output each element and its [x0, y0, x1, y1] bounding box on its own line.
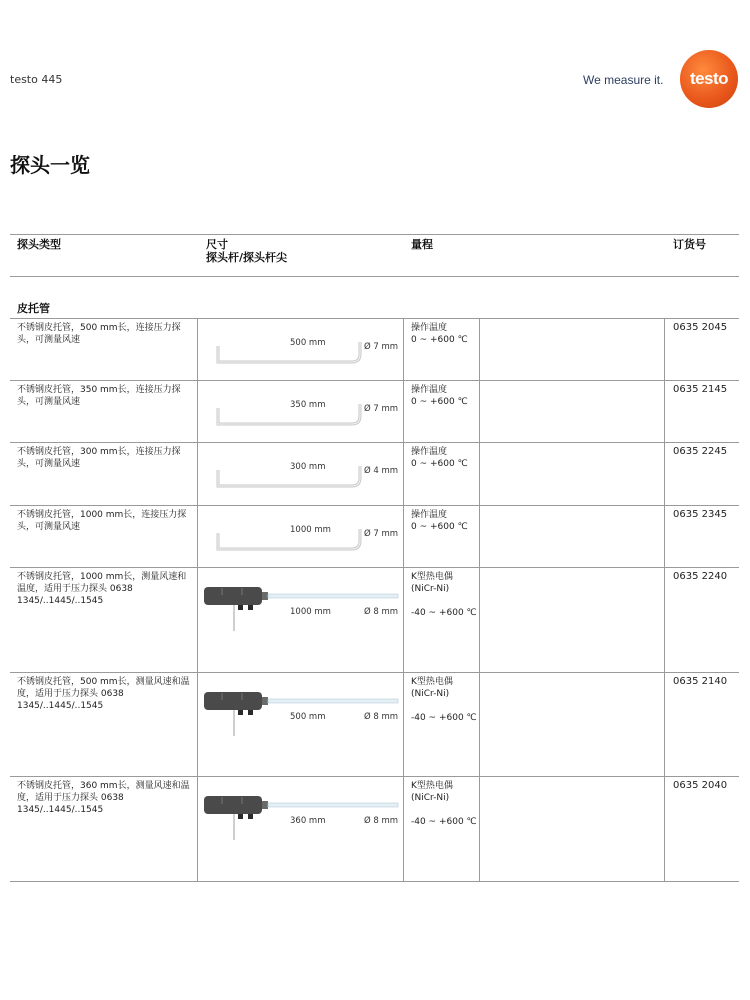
column-divider [479, 380, 480, 442]
probe-length-label: 350 mm [290, 400, 326, 410]
probe-length-label: 360 mm [290, 816, 326, 826]
range-line-3: -40 ~ +600 ℃ [411, 817, 477, 827]
order-number: 0635 2040 [673, 780, 728, 791]
column-divider [664, 505, 665, 567]
pitot-tube-drawing [202, 515, 402, 575]
column-divider [403, 505, 404, 567]
column-divider [479, 567, 480, 672]
probe-description: 不锈钢皮托管，300 mm长，连接压力探头，可测量风速 [17, 447, 181, 469]
column-divider [403, 776, 404, 881]
table-bottom-border [10, 881, 739, 882]
probe-description: 不锈钢皮托管，500 mm长，连接压力探头，可测量风速 [17, 323, 181, 345]
column-divider [664, 776, 665, 881]
table-top-border [10, 234, 739, 235]
probe-length-label: 500 mm [290, 338, 326, 348]
row-border [10, 318, 739, 319]
probe-description: 不锈钢皮托管，500 mm长，测量风速和温度，适用于压力探头 0638 1345/..1445/..1545 [17, 677, 190, 711]
column-divider [197, 505, 198, 567]
column-divider [479, 505, 480, 567]
order-number: 0635 2145 [673, 384, 728, 395]
column-divider [403, 567, 404, 672]
column-divider [479, 318, 480, 380]
column-divider [664, 672, 665, 776]
row-border [10, 380, 739, 381]
column-divider [197, 442, 198, 505]
order-number: 0635 2140 [673, 676, 728, 687]
probe-length-label: 1000 mm [290, 525, 331, 535]
header-size-line2: 探头杆/探头杆尖 [206, 251, 288, 264]
column-divider [479, 672, 480, 776]
header-order: 订货号 [673, 238, 706, 251]
column-divider [664, 442, 665, 505]
header-range: 量程 [411, 238, 433, 251]
column-divider [197, 672, 198, 776]
column-divider [403, 318, 404, 380]
row-border [10, 505, 739, 506]
row-border [10, 776, 739, 777]
column-divider [664, 318, 665, 380]
column-divider [197, 776, 198, 881]
range-line-1: 操作温度 [411, 447, 448, 457]
header-size-line1: 尺寸 [206, 238, 228, 251]
range-line-2: 0 ~ +600 ℃ [411, 522, 468, 532]
pitot-tube-drawing [202, 452, 402, 512]
probe-diameter-label: Ø 7 mm [364, 529, 399, 539]
row-border [10, 442, 739, 443]
column-divider [664, 380, 665, 442]
document-name: testo 445 [10, 73, 63, 86]
row-border [10, 567, 739, 568]
header-type: 探头类型 [17, 238, 61, 251]
column-divider [197, 380, 198, 442]
logo-text: testo [689, 69, 729, 88]
column-divider [197, 567, 198, 672]
probe-length-label: 500 mm [290, 712, 326, 722]
order-number: 0635 2240 [673, 571, 728, 582]
range-line-1: 操作温度 [411, 385, 448, 395]
brand-tagline: We measure it. [583, 73, 664, 87]
range-line-1: 操作温度 [411, 323, 448, 333]
range-line-1: K型热电偶 [411, 572, 453, 582]
column-divider [479, 442, 480, 505]
order-number: 0635 2345 [673, 509, 728, 520]
probe-length-label: 300 mm [290, 462, 326, 472]
range-line-2: (NiCr-Ni) [411, 584, 450, 594]
column-divider [664, 567, 665, 672]
pitot-tube-drawing [202, 328, 402, 388]
pitot-tube-drawing [202, 390, 402, 450]
section-title: 皮托管 [17, 302, 50, 315]
probe-diameter-label: Ø 7 mm [364, 342, 399, 352]
range-line-2: 0 ~ +600 ℃ [411, 335, 468, 345]
probe-diameter-label: Ø 8 mm [364, 816, 399, 826]
probe-description: 不锈钢皮托管，1000 mm长，测量风速和温度，适用于压力探头 0638 1345/..1445/..1545 [17, 572, 187, 606]
testo-logo [680, 50, 738, 108]
probe-diameter-label: Ø 7 mm [364, 404, 399, 414]
range-line-2: 0 ~ +600 ℃ [411, 397, 468, 407]
page-title: 探头一览 [10, 153, 90, 177]
column-divider [197, 318, 198, 380]
range-line-2: (NiCr-Ni) [411, 793, 450, 803]
probe-diameter-label: Ø 4 mm [364, 466, 399, 476]
range-line-3: -40 ~ +600 ℃ [411, 713, 477, 723]
order-number: 0635 2045 [673, 322, 728, 333]
probe-description: 不锈钢皮托管，350 mm长，连接压力探头，可测量风速 [17, 385, 181, 407]
column-divider [403, 672, 404, 776]
header-bottom-border [10, 276, 739, 277]
column-divider [479, 776, 480, 881]
probe-description: 不锈钢皮托管，1000 mm长，连接压力探头，可测量风速 [17, 510, 187, 532]
probe-diameter-label: Ø 8 mm [364, 607, 399, 617]
probe-length-label: 1000 mm [290, 607, 331, 617]
probe-description: 不锈钢皮托管，360 mm长，测量风速和温度，适用于压力探头 0638 1345/..1445/..1545 [17, 781, 190, 815]
row-border [10, 672, 739, 673]
range-line-2: 0 ~ +600 ℃ [411, 459, 468, 469]
column-divider [403, 380, 404, 442]
range-line-3: -40 ~ +600 ℃ [411, 608, 477, 618]
range-line-1: 操作温度 [411, 510, 448, 520]
range-line-2: (NiCr-Ni) [411, 689, 450, 699]
column-divider [403, 442, 404, 505]
order-number: 0635 2245 [673, 446, 728, 457]
range-line-1: K型热电偶 [411, 677, 453, 687]
probe-diameter-label: Ø 8 mm [364, 712, 399, 722]
range-line-1: K型热电偶 [411, 781, 453, 791]
